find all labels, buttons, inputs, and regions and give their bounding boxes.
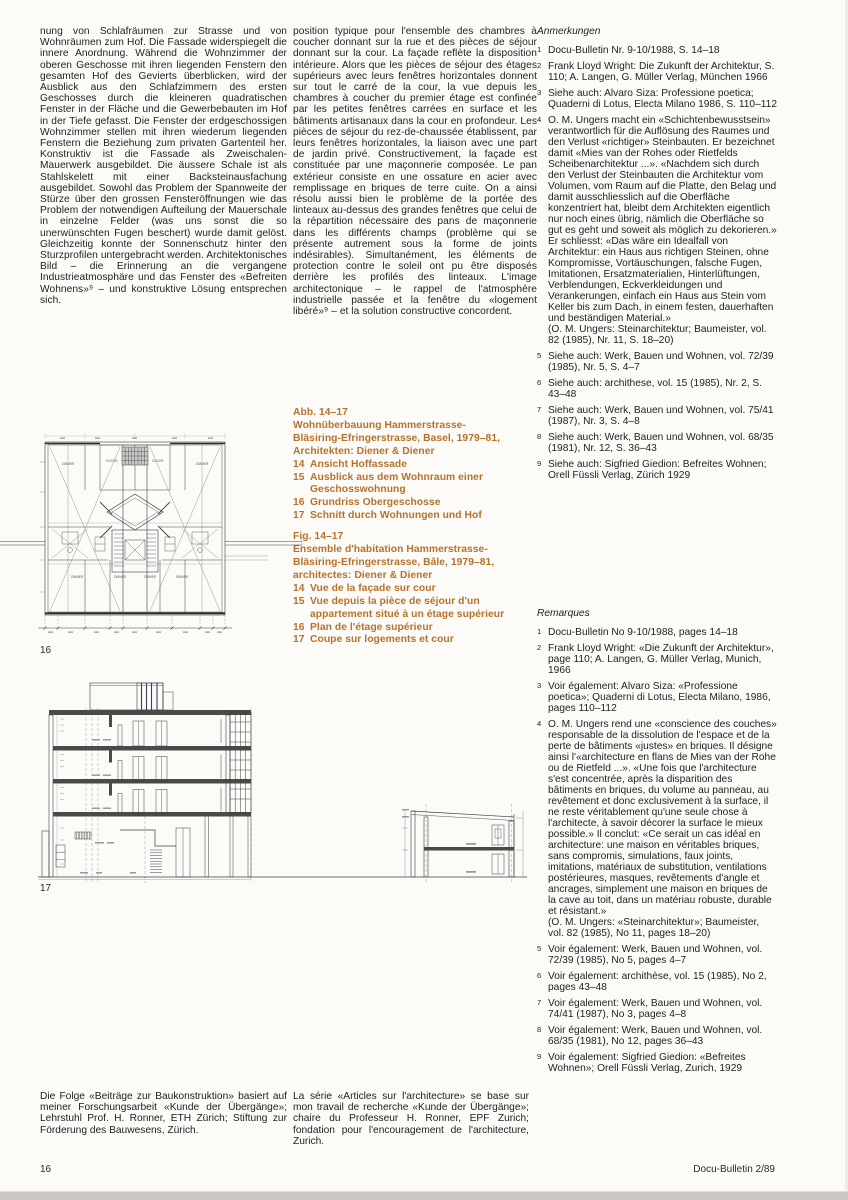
footnote-number: 8	[537, 1025, 542, 1034]
plan-room-label: ZIMMER	[143, 575, 157, 579]
journal-title: Docu-Bulletin 2/89	[693, 1164, 775, 1175]
footnote-text: Voir également: Werk, Bauen und Wohnen, vol. 72/39 (1985), No 5, pages 4–7	[548, 944, 763, 966]
plan-room-label: ZIMMER	[195, 462, 209, 466]
caption-head-line: Fig. 14–17	[293, 531, 344, 543]
footnote-text: O. M. Ungers rend une «conscience des couches» responsable de la dissolution de l'espace et de la perte de bâtiments «justes» en briques. Il désigne ainsi l'«architecture en flans de Mies van der Rohe ou de Rietfeld ...». «Une fois que l'architecture s'est concentrée, après la disparition des bâtiments en briques, du volume au panneau, au revêtement et donc exclusivement à la surface, il ne reste véritablement qu'une seule chose à l'architecte, à savoir décorer la surface le mieux possible.» Il conclut: «Ce serait un cas idéal en architecture: une maison en véritables briques, sans compromis, simulations, faux joints, imitations, matériaux de substitution, ventilations postérieures, masques, revêtements d'angle et ancrages, simplement une maison en briques de la cave au toit, dans un matériau robuste, durable et résistant.»	[548, 719, 777, 917]
footnote	[537, 681, 777, 714]
french-notes-title: Remarques	[537, 608, 590, 619]
footnote-source: (O. M. Ungers: Steinarchitektur; Baumeister, vol. 82 (1985), Nr. 11, S. 18–20)	[548, 324, 767, 346]
footnote-number: 9	[537, 1052, 542, 1061]
caption-head-line: Bläsiring-Efringerstrasse, Bâle, 1979–81,	[293, 556, 495, 568]
page-number: 16	[40, 1164, 52, 1175]
footnote-text: Voir également: Werk, Bauen und Wohnen, vol. 74/41 (1987), No 3, pages 4–8	[548, 998, 763, 1020]
caption-head-line: Wohnüberbauung Hammerstrasse-	[293, 419, 466, 431]
footnote	[537, 432, 777, 454]
footnote-text: Frank Lloyd Wright: Die Zukunft der Architektur, S. 110; A. Langen, G. Müller Verlag, München 1966	[548, 61, 775, 83]
caption-head-line: Bläsiring-Efringerstrasse, Basel, 1979–81,	[293, 432, 501, 444]
german-notes-title: Anmerkungen	[537, 26, 601, 37]
caption-item-text: Vue de la façade sur cour	[310, 582, 436, 594]
footnote	[537, 378, 777, 400]
footnote	[537, 61, 777, 83]
footnote-number: 3	[537, 681, 542, 690]
caption-item-number: 14	[293, 582, 305, 594]
plan-room-label: ZIMMER	[70, 575, 84, 579]
caption-item-text: Coupe sur logements et cour	[310, 634, 454, 646]
caption-item-number: 16	[293, 621, 305, 633]
footnote-text: Voir également: archithèse, vol. 15 (1985), No 2, pages 43–48	[548, 971, 767, 993]
footnote-number: 9	[537, 459, 542, 468]
footnote-number: 4	[537, 719, 542, 728]
footnote-text: Siehe auch: Sigfried Giedion: Befreites Wohnen; Orell Füssli Verlag, Zürich 1929	[548, 459, 767, 481]
footnote	[537, 459, 777, 481]
footnote	[537, 88, 777, 110]
footnote	[537, 944, 777, 966]
caption-item-text: Schnitt durch Wohnungen und Hof	[310, 510, 482, 522]
plan-room-label: ZIMMER	[175, 575, 189, 579]
german-notes-list	[537, 45, 777, 481]
footnote-text: Siehe auch: archithese, vol. 15 (1985), Nr. 2, S. 43–48	[548, 378, 763, 400]
caption-item-text: Grundriss Obergeschosse	[310, 497, 441, 509]
caption-item-text: Plan de l'étage supérieur	[310, 621, 433, 633]
footnote-number: 2	[537, 61, 542, 70]
caption-item-number: 15	[293, 595, 305, 607]
french-body-column: position typique pour l'ensemble des chambres à coucher donnant sur la rue et des pièces de séjour donnant sur la cour. La façade reflète la disposition intérieure. Alors que les pièces de séjour des étages supérieurs avec leurs fenêtres horizontales donnent sur tout le carré de la cour, la vue depuis les chambres à coucher du premier étage est confinée par les petites fenêtres carrées en surface et les bâtiments artisanaux dans la cour en profondeur. Les pièces de séjour du rez-de-chaussée établissent, par leurs fenêtres horizontales, la liaison avec une part de jardin privé. Constructivement, la façade est constituée par une maçonnerie composée. Le pan extérieur consiste en une ossature en acier avec remplissage en briques de terre cuite. On a ainsi résolu aussi bien le problème de la portée des linteaux au-dessus des grandes fenêtres que celui de la répartition nécessaire des pans de maçonnerie dans les différents champs (problème qui se présente autrement sous la forme de joints indésirables). Simultanément, les éléments de protection contre le soleil ont pu être disposés derrière les profilés des linteaux. L'image architectonique – le rappel de l'atmosphère industrielle passée et la fenêtre du «logement libéré»⁹ – et la solution constructive concordent.	[293, 26, 537, 318]
footnote-text: Siehe auch: Werk, Bauen und Wohnen, vol. 75/41 (1987), Nr. 3, S. 4–8	[548, 405, 774, 427]
footnote-number: 8	[537, 432, 542, 441]
caption-item-text: Ausblick aus dem Wohnraum einer Geschosswohnung	[310, 471, 484, 496]
footnote	[537, 643, 777, 676]
footnote	[537, 1052, 777, 1074]
german-notes-column	[537, 26, 777, 486]
footnote	[537, 45, 777, 56]
plan-room-label: KÜCHE	[106, 459, 118, 463]
footnote-number: 5	[537, 944, 542, 953]
footnote-text: Docu-Bulletin Nr. 9-10/1988, S. 14–18	[548, 45, 720, 56]
footnote-number: 1	[537, 627, 542, 636]
plan-room-label: ZIMMER	[113, 575, 127, 579]
caption-head-line: Abb. 14–17	[293, 407, 348, 418]
section-figure-number: 17	[40, 883, 52, 894]
caption-item-number: 16	[293, 497, 305, 509]
caption-head-line: Ensemble d'habitation Hammerstrasse-	[293, 544, 488, 556]
section-drawing	[0, 678, 540, 898]
footnote	[537, 719, 777, 939]
footnote-source: (O. M. Ungers: «Steinarchitektur»; Baumeister, vol. 82 (1985), No 11, pages 18–20)	[548, 917, 760, 939]
floor-plan-drawing	[0, 432, 330, 654]
footnote-text: Voir également: Sigfried Giedion: «Befreites Wohnen»; Orell Füssli Verlag, Zurich, 1929	[548, 1052, 746, 1074]
footnote	[537, 405, 777, 427]
plan-figure-number: 16	[40, 645, 52, 656]
footnote-text: O. M. Ungers macht ein «Schichtenbewusstsein» verantwortlich für die Auflösung des Raumes und den Verlust «richtiger» Steinbauten. Er bezeichnet damit «Mies van der Rohes oder Rietfelds Scheibenarchitektur ...». «Nachdem sich durch den Verlust der Steinbauten die Architektur vom Volumen, vom Raum auf die Platte, den Belag und damit ausschliesslich auf die Oberfläche konzentriert hat, bleibt dem Architekten eigentlich nur noch eines übrig, nämlich die Oberfläche so gut es geht und soweit als möglich zu dekorieren.» Er schliesst: «Das wäre ein Idealfall von Architektur: ein Haus aus richtigen Steinen, ohne Kompromisse, Vortäuschungen, falsche Fugen, Imitationen, Ersatzmaterialien, Hinterlüftungen, Verblendungen, Eckverkleidungen und Verankerungen, einfach ein Haus aus Stein vom Keller bis zum Dach, in einem festen, dauerhaften und beständigen Material.»	[548, 115, 777, 324]
footnote-text: Frank Lloyd Wright: «Die Zukunft der Architektur», page 110; A. Langen, G. Müller Verlag, Munich, 1966	[548, 643, 774, 676]
page-bottom-edge	[0, 1191, 848, 1200]
footnote-text: Siehe auch: Werk, Bauen und Wohnen, vol. 72/39 (1985), Nr. 5, S. 4–7	[548, 351, 774, 373]
plan-room-label: KÜCHE	[152, 459, 164, 463]
french-notes-list	[537, 627, 777, 1074]
footnote-number: 6	[537, 971, 542, 980]
caption-item-number: 17	[293, 634, 305, 646]
french-notes-column	[537, 608, 777, 1079]
footnote	[537, 1025, 777, 1047]
footnote-number: 7	[537, 405, 542, 414]
caption-item-number: 17	[293, 510, 305, 522]
caption-head-line: Architekten: Diener & Diener	[293, 445, 435, 457]
footnote-number: 5	[537, 351, 542, 360]
footnote-number: 1	[537, 45, 542, 54]
footnote	[537, 627, 777, 638]
caption-item-number: 15	[293, 471, 305, 483]
footnote-number: 7	[537, 998, 542, 1007]
caption-item-text: Vue depuis la pièce de séjour d'un appartement situé à un étage supérieur	[310, 595, 505, 620]
footnote	[537, 115, 777, 346]
plan-room-label: ZIMMER	[61, 462, 75, 466]
research-note-french: La série «Articles sur l'architecture» se base sur mon travail de recherche «Kunde der Übergänge»; chaire du Professeur H. Ronner, EPF Zurich; fondation pour l'encouragement de l'architecture, Zurich.	[293, 1091, 529, 1147]
footnote-text: Docu-Bulletin No 9-10/1988, pages 14–18	[548, 627, 738, 638]
footnote-text: Siehe auch: Werk, Bauen und Wohnen, vol. 68/35 (1981), Nr. 12, S. 36–43	[548, 432, 774, 454]
footnote-number: 6	[537, 378, 542, 387]
footnote	[537, 998, 777, 1020]
footnote-text: Voir également: Alvaro Siza: «Professione poetica»; Quaderni di Lotus, Electa Milano, 1986, pages 110–112	[548, 681, 771, 714]
german-body-column: nung von Schlafräumen zur Strasse und von Wohnräumen zum Hof. Die Fassade widerspiegelt die innere Anordnung. Während die Wohnzimmer der oberen Geschosse mit ihren liegenden Fenstern den gesamten Hof des Gevierts überblicken, wird der Ausblick aus den Schlafzimmern des ersten Geschosses durch die kleineren quadratischen Fenster in der Fläche und die Gewerbebauten im Hof in der Tiefe gefasst. Die Fenster der erdgeschossigen Wohnzimmer stellen mit ihren wiederum liegenden Fenstern die Beziehung zum privaten Gartenteil her. Konstruktiv ist die Fassade als Zweischalen-Mauerwerk ausgebildet. Die äussere Schale ist als Stahlskelett mit einer Backsteinausfachung ausgebildet. Sowohl das Problem der Spannweite der Stürze über den grossen Fensteröffnungen wie das Problem der notwendigen Aufteilung der Mauerschale in einzelne Felder (was uns sonst die so unerwünschten Fugen beschert) wurde damit gelöst. Gleichzeitig konnte der Sonnenschutz hinter den Sturzprofilen untergebracht werden. Architektonisches Bild – die Erinnerung an die vergangene Industrieatmosphäre und das Fenster des «Befreiten Wohnens»⁹ – und konstruktive Lösung entsprechen sich.	[40, 26, 287, 306]
footnote-number: 4	[537, 115, 542, 124]
caption-item-number: 14	[293, 458, 305, 470]
footnote-text: Siehe auch: Alvaro Siza: Professione poetica; Quaderni di Lotus, Electa Milano 1986, S. 110–112	[548, 88, 777, 110]
caption-head-line: architectes: Diener & Diener	[293, 569, 433, 581]
footnote-number: 2	[537, 643, 542, 652]
research-note-german: Die Folge «Beiträge zur Baukonstruktion» basiert auf meiner Forschungsarbeit «Kunde der Übergänge»; Lehrstuhl Prof. H. Ronner, ETH Zürich; Stiftung zur Förderung des Bauwesens, Zürich.	[40, 1091, 287, 1136]
footnote	[537, 351, 777, 373]
caption-item-text: Ansicht Hoffassade	[310, 458, 408, 470]
footnote-number: 3	[537, 88, 542, 97]
footnote-text: Voir également: Werk, Bauen und Wohnen, vol. 68/35 (1981), No 12, pages 36–43	[548, 1025, 763, 1047]
footnote	[537, 971, 777, 993]
